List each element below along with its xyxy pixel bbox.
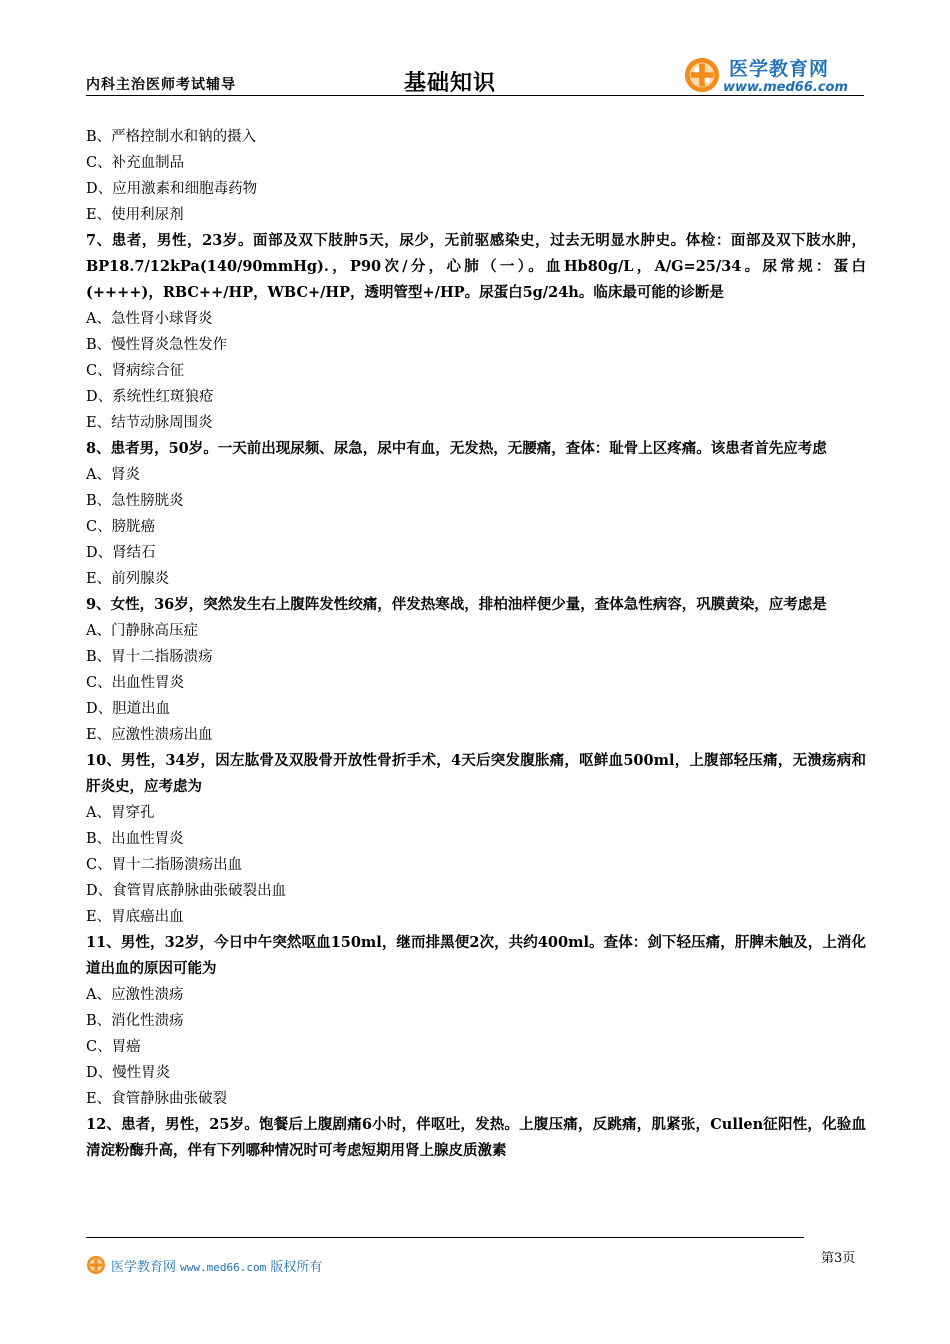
answer-option: E、食管静脉曲张破裂 xyxy=(86,1091,228,1107)
question-stem: 12、患者，男性，25岁。饱餐后上腹剧痛6小时，伴呕吐，发热。上腹压痛，反跳痛，肌紧张，Cullen征阳性，化验血清淀粉酶升高，伴有下列哪种情况时可考虑短期用肾上腺皮质激素 xyxy=(86,1116,866,1159)
answer-option: D、慢性胃炎 xyxy=(86,1065,171,1081)
answer-option: D、系统性红斑狼疮 xyxy=(86,389,214,405)
answer-option: C、肾病综合征 xyxy=(86,363,185,379)
med66-logo-icon xyxy=(683,56,721,94)
answer-option: C、膀胱癌 xyxy=(86,519,156,535)
page-header xyxy=(0,0,950,100)
answer-option: D、食管胃底静脉曲张破裂出血 xyxy=(86,883,287,899)
answer-option: E、使用利尿剂 xyxy=(86,207,184,223)
footer-text xyxy=(111,1256,322,1275)
footer-brand: 医学教育网 xyxy=(111,1260,177,1275)
question-stem: 9、女性，36岁，突然发生右上腹阵发性绞痛，伴发热寒战，排柏油样便少量，查体急性病容，巩膜黄染，应考虑是 xyxy=(86,596,827,613)
footer-url[interactable]: www.med66.com xyxy=(180,1261,267,1274)
answer-option: B、出血性胃炎 xyxy=(86,831,184,847)
question-stem: 8、患者男，50岁。一天前出现尿频、尿急，尿中有血，无发热，无腰痛，查体：耻骨上区疼痛。该患者首先应考虑 xyxy=(86,440,827,457)
footer-rights: 版权所有 xyxy=(270,1260,323,1275)
answer-option: D、肾结石 xyxy=(86,545,156,561)
answer-option: B、慢性肾炎急性发作 xyxy=(86,337,228,353)
answer-option: D、胆道出血 xyxy=(86,701,171,717)
answer-option: C、出血性胃炎 xyxy=(86,675,185,691)
section-title: 基础知识 xyxy=(404,71,497,96)
question-stem: 7、患者，男性，23岁。面部及双下肢肿5天，尿少，无前驱感染史，过去无明显水肿史。体检：面部及双下肢水肿，BP18.7/12kPa(140/90mmHg).，P90次/分，心肺（一）。血Hb80g/L，A/G=25/34。尿常规：蛋白(++++)，RBC++/HP，WBC+/HP，透明管型+/HP。尿蛋白5g/24h。临床最可能的诊断是 xyxy=(86,232,866,301)
course-title: 内科主治医师考试辅导 xyxy=(86,77,236,93)
answer-option: A、肾炎 xyxy=(86,467,140,483)
answer-option: C、胃癌 xyxy=(86,1039,141,1055)
answer-option: D、应用激素和细胞毒药物 xyxy=(86,181,258,197)
answer-option: C、胃十二指肠溃疡出血 xyxy=(86,857,243,873)
logo-brand-name: 医学教育网 xyxy=(729,58,830,80)
answer-option: A、应激性溃疡 xyxy=(86,987,184,1003)
exam-content xyxy=(86,124,866,1164)
footer-divider xyxy=(86,1237,804,1238)
header-divider xyxy=(86,95,864,96)
answer-option: B、严格控制水和钠的摄入 xyxy=(86,129,257,145)
question-stem: 10、男性，34岁，因左肱骨及双股骨开放性骨折手术，4天后突发腹胀痛，呕鲜血500ml，上腹部轻压痛，无溃疡病和肝炎史，应考虑为 xyxy=(86,752,866,795)
answer-option: E、应激性溃疡出血 xyxy=(86,727,213,743)
med66-footer-icon xyxy=(86,1255,106,1275)
answer-option: C、补充血制品 xyxy=(86,155,185,171)
answer-option: B、胃十二指肠溃疡 xyxy=(86,649,213,665)
answer-option: E、结节动脉周围炎 xyxy=(86,415,213,431)
site-logo[interactable] xyxy=(683,54,873,98)
logo-url: www.med66.com xyxy=(723,80,849,95)
answer-option: E、前列腺炎 xyxy=(86,571,170,587)
answer-option: B、消化性溃疡 xyxy=(86,1013,184,1029)
answer-option: A、门静脉高压症 xyxy=(86,623,198,639)
answer-option: B、急性膀胱炎 xyxy=(86,493,184,509)
page-number: 第3页 xyxy=(821,1251,856,1266)
answer-option: A、胃穿孔 xyxy=(86,805,155,821)
answer-option: A、急性肾小球肾炎 xyxy=(86,311,213,327)
answer-option: E、胃底癌出血 xyxy=(86,909,184,925)
question-stem: 11、男性，32岁，今日中午突然呕血150ml，继而排黑便2次，共约400ml。查体：剑下轻压痛，肝脾未触及，上消化道出血的原因可能为 xyxy=(86,934,866,977)
